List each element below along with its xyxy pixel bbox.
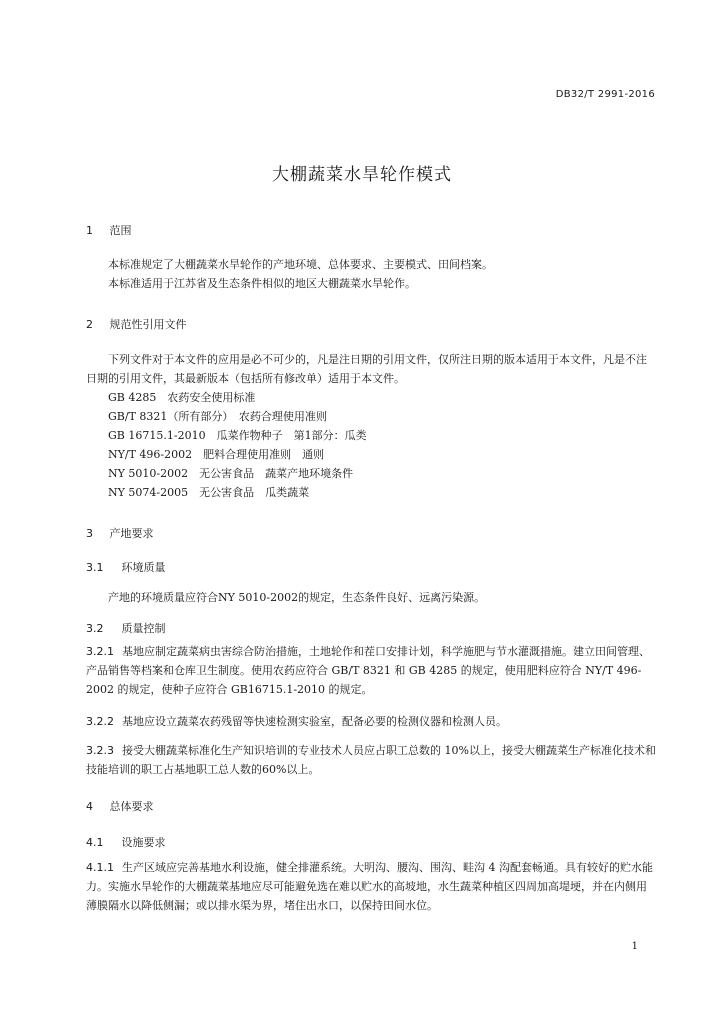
clause-3-2-3 — [86, 741, 656, 779]
section-number: 3 — [86, 527, 93, 540]
clause-number: 4.1.1 — [86, 861, 114, 874]
reference-item: NY 5010-2002 无公害食品 蔬菜产地环境条件 — [108, 467, 354, 480]
section-number: 3.2 — [86, 622, 104, 635]
section-1-heading — [86, 222, 132, 238]
section-number: 3.1 — [86, 561, 104, 574]
section-title: 总体要求 — [109, 800, 154, 813]
reference-item: NY/T 496-2002 肥料合理使用准则 通则 — [108, 448, 325, 461]
clause-3-2-2 — [86, 712, 656, 731]
scope-line-2: 本标准适用于江苏省及生态条件相似的地区大棚蔬菜水旱轮作。 — [108, 277, 416, 290]
section-title: 规范性引用文件 — [109, 318, 187, 331]
section-4-heading — [86, 798, 154, 814]
clause-text: 生产区域应完善基地水利设施，健全排灌系统。大明沟、腰沟、围沟、畦沟 4 沟配套畅通。具有较好的贮水能力。实施水旱轮作的大棚蔬菜基地应尽可能避免选在难以贮水的高坡地，水生蔬菜种植区四周加高堤埂，并在内侧用薄膜隔水以降低侧漏；或以排水渠为界，堵住出水口，以保持田间水位。 — [86, 861, 653, 912]
reference-item: GB/T 8321（所有部分） 农药合理使用准则 — [108, 410, 327, 423]
section-title: 产地要求 — [109, 527, 154, 540]
section-title: 环境质量 — [121, 561, 166, 574]
section-number: 4 — [86, 800, 93, 813]
document-code: DB32/T 2991-2016 — [555, 89, 655, 100]
scope-line-1: 本标准规定了大棚蔬菜水旱轮作的产地环境、总体要求、主要模式、田间档案。 — [108, 258, 493, 271]
reference-item: NY 5074-2005 无公害食品 瓜类蔬菜 — [108, 486, 310, 499]
environment-quality-text: 产地的环境质量应符合NY 5010-2002的规定，生态条件良好、远离污染源。 — [108, 591, 486, 604]
clause-text: 基地应设立蔬菜农药残留等快速检测实验室，配备必要的检测仪器和检测人员。 — [122, 715, 507, 728]
clause-text: 基地应制定蔬菜病虫害综合防治措施，土地轮作和茬口安排计划，科学施肥与节水灌溉措施。建立田间管理、产品销售等档案和仓库卫生制度。使用农药应符合 GB/T 8321 和 GB 4285 的规定，使用肥料应符合 NY/T 496-2002 的规定，使种子应符合 GB16715.1-2010 的规定。 — [86, 645, 650, 696]
clause-text: 接受大棚蔬菜标准化生产知识培训的专业技术人员应占职工总数的 10%以上，接受大棚蔬菜生产标准化技术和技能培训的职工占基地职工总人数的60%以上。 — [86, 744, 656, 776]
clause-number: 3.2.1 — [86, 645, 114, 658]
page-number: 1 — [631, 941, 638, 952]
section-number: 2 — [86, 318, 93, 331]
section-number: 4.1 — [86, 836, 104, 849]
reference-item: GB 16715.1-2010 瓜菜作物种子 第1部分：瓜类 — [108, 429, 367, 442]
section-title: 范围 — [109, 224, 132, 237]
section-title: 质量控制 — [121, 622, 166, 635]
reference-item: GB 4285 农药安全使用标准 — [108, 391, 256, 404]
section-title: 设施要求 — [121, 836, 166, 849]
clause-number: 3.2.2 — [86, 715, 114, 728]
clause-3-2-1 — [86, 642, 656, 699]
section-2-heading — [86, 316, 187, 332]
section-number: 1 — [86, 224, 93, 237]
clause-4-1-1 — [86, 858, 656, 915]
section-4-1-heading — [86, 834, 166, 850]
references-intro: 下列文件对于本文件的应用是必不可少的，凡是注日期的引用文件，仅所注日期的版本适用于本文件，凡是不注日期的引用文件，其最新版本（包括所有修改单）适用于本文件。 — [86, 353, 647, 385]
section-3-1-heading — [86, 559, 166, 575]
section-3-heading — [86, 525, 154, 541]
document-title: 大棚蔬菜水旱轮作模式 — [272, 165, 452, 185]
section-3-2-heading — [86, 620, 166, 636]
clause-number: 3.2.3 — [86, 744, 114, 757]
